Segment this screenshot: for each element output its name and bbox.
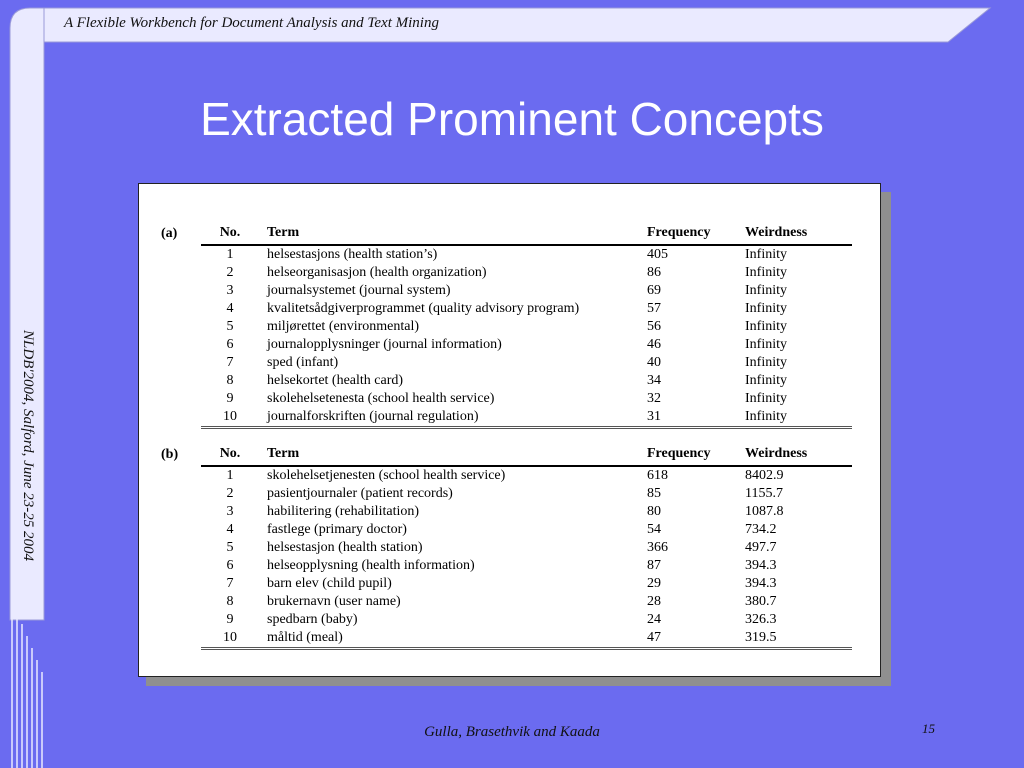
cell-no: 3 — [226, 504, 234, 519]
row-spacer — [161, 408, 201, 428]
row-spacer — [161, 593, 201, 611]
cell-no: 2 — [226, 486, 234, 501]
cell-frequency: 31 — [644, 408, 743, 428]
table-row — [161, 408, 852, 428]
table-row — [161, 300, 852, 318]
table-row — [161, 336, 852, 354]
cell-no: 10 — [201, 408, 259, 428]
cell-term: skolehelsetjenesten (school health service) — [267, 468, 506, 483]
cell-term: habilitering (rehabilitation) — [267, 504, 420, 519]
cell-frequency: 34 — [647, 373, 661, 388]
cell-term: skolehelsetenesta (school health service) — [267, 391, 495, 406]
cell-frequency: 29 — [647, 576, 661, 591]
cell-no: 4 — [226, 301, 234, 316]
cell-weirdness: Infinity — [745, 265, 787, 280]
cell-term: kvalitetsådgiverprogrammet (quality advisory program) — [267, 301, 580, 316]
table-row — [161, 629, 852, 649]
cell-frequency: 28 — [647, 594, 661, 609]
row-spacer — [161, 372, 201, 390]
table-row — [161, 611, 852, 629]
cell-frequency: 24 — [647, 612, 661, 627]
cell-frequency: 86 — [647, 265, 661, 280]
cell-weirdness: Infinity — [745, 391, 787, 406]
row-spacer — [161, 557, 201, 575]
cell-term: barn elev (child pupil) — [267, 576, 392, 591]
cell-frequency: 405 — [647, 247, 668, 262]
cell-frequency: 85 — [647, 486, 661, 501]
table-label: (b) — [161, 446, 179, 462]
cell-weirdness: 1155.7 — [745, 486, 783, 501]
cell-term: pasientjournaler (patient records) — [267, 486, 453, 501]
cell-no: 3 — [226, 283, 234, 298]
row-spacer — [161, 485, 201, 503]
table-row — [161, 503, 852, 521]
cell-no: 6 — [226, 558, 234, 573]
cell-term: helseopplysning (health information) — [267, 558, 475, 573]
column-header-frequency: Frequency — [644, 222, 743, 245]
cell-term: helsestasjons (health station’s) — [267, 247, 438, 262]
row-spacer — [161, 264, 201, 282]
cell-term: journalforskriften (journal regulation) — [259, 408, 644, 428]
row-spacer — [161, 503, 201, 521]
table-row — [161, 245, 852, 264]
cell-weirdness: Infinity — [743, 408, 852, 428]
cell-term: journalsystemet (journal system) — [267, 283, 451, 298]
cell-frequency: 80 — [647, 504, 661, 519]
row-spacer — [161, 539, 201, 557]
cell-term: spedbarn (baby) — [267, 612, 358, 627]
column-header-no: No. — [201, 222, 259, 245]
cell-weirdness: Infinity — [745, 247, 787, 262]
table-row — [161, 282, 852, 300]
cell-no: 4 — [226, 522, 234, 537]
cell-no: 10 — [201, 629, 259, 649]
table-label: (a) — [161, 225, 178, 241]
table-row — [161, 466, 852, 485]
cell-frequency: 40 — [647, 355, 661, 370]
cell-weirdness: 394.3 — [745, 576, 777, 591]
cell-weirdness: Infinity — [745, 283, 787, 298]
cell-no: 8 — [226, 373, 234, 388]
cell-weirdness: 326.3 — [745, 612, 777, 627]
cell-weirdness: Infinity — [745, 301, 787, 316]
sidebar-title — [8, 330, 38, 620]
column-header-term: Term — [259, 443, 644, 466]
footer-authors: Gulla, Brasethvik and Kaada — [424, 724, 600, 740]
table-row — [161, 539, 852, 557]
sidebar-title-text: NLDB'2004, Salford, June 23-25 2004 — [20, 330, 36, 561]
cell-weirdness: 497.7 — [745, 540, 777, 555]
column-header-frequency: Frequency — [644, 443, 743, 466]
cell-term: helseorganisasjon (health organization) — [267, 265, 487, 280]
cell-frequency: 366 — [647, 540, 668, 555]
table-row — [161, 485, 852, 503]
cell-term: fastlege (primary doctor) — [267, 522, 407, 537]
cell-frequency: 69 — [647, 283, 661, 298]
slide-title: Extracted Prominent Concepts — [200, 93, 824, 145]
table-header-row — [161, 443, 852, 466]
cell-term: journalopplysninger (journal information) — [267, 337, 502, 352]
cell-no: 5 — [226, 540, 234, 555]
cell-no: 1 — [226, 247, 234, 262]
row-spacer — [161, 629, 201, 649]
cell-weirdness: 380.7 — [745, 594, 777, 609]
cell-frequency: 54 — [647, 522, 661, 537]
table-row — [161, 264, 852, 282]
row-spacer — [161, 318, 201, 336]
row-spacer — [161, 354, 201, 372]
row-spacer — [161, 336, 201, 354]
cell-frequency: 46 — [647, 337, 661, 352]
cell-weirdness: Infinity — [745, 355, 787, 370]
cell-no: 2 — [226, 265, 234, 280]
table-row — [161, 390, 852, 408]
table-row — [161, 575, 852, 593]
cell-term: helsekortet (health card) — [267, 373, 404, 388]
cell-frequency: 47 — [644, 629, 743, 649]
row-spacer — [161, 611, 201, 629]
row-spacer — [161, 521, 201, 539]
cell-no: 6 — [226, 337, 234, 352]
cell-weirdness: 319.5 — [743, 629, 852, 649]
table-row — [161, 521, 852, 539]
cell-weirdness: Infinity — [745, 319, 787, 334]
concept-table-a — [161, 222, 852, 429]
row-spacer — [161, 300, 201, 318]
cell-frequency: 56 — [647, 319, 661, 334]
row-spacer — [161, 390, 201, 408]
cell-no: 9 — [226, 612, 234, 627]
cell-no: 8 — [226, 594, 234, 609]
column-header-no: No. — [201, 443, 259, 466]
cell-frequency: 57 — [647, 301, 661, 316]
cell-no: 5 — [226, 319, 234, 334]
cell-weirdness: 8402.9 — [745, 468, 784, 483]
cell-frequency: 618 — [647, 468, 668, 483]
cell-no: 7 — [226, 576, 234, 591]
table-row — [161, 354, 852, 372]
cell-weirdness: 394.3 — [745, 558, 777, 573]
cell-weirdness: Infinity — [745, 337, 787, 352]
cell-weirdness: Infinity — [745, 373, 787, 388]
cell-no: 1 — [226, 468, 234, 483]
column-header-weirdness: Weirdness — [743, 443, 852, 466]
table-row — [161, 557, 852, 575]
row-spacer — [161, 466, 201, 485]
concept-table-b — [161, 443, 852, 650]
cell-no: 9 — [226, 391, 234, 406]
page-number: 15 — [922, 721, 935, 736]
cell-frequency: 32 — [647, 391, 661, 406]
cell-term: måltid (meal) — [259, 629, 644, 649]
cell-term: helsestasjon (health station) — [267, 540, 423, 555]
row-spacer — [161, 282, 201, 300]
table-row — [161, 372, 852, 390]
cell-no: 7 — [226, 355, 234, 370]
cell-frequency: 87 — [647, 558, 661, 573]
cell-term: brukernavn (user name) — [267, 594, 401, 609]
cell-weirdness: 734.2 — [745, 522, 777, 537]
row-spacer — [161, 575, 201, 593]
row-spacer — [161, 245, 201, 264]
cell-term: miljørettet (environmental) — [267, 319, 420, 334]
column-header-term: Term — [259, 222, 644, 245]
cell-weirdness: 1087.8 — [745, 504, 784, 519]
header-title: A Flexible Workbench for Document Analysis and Text Mining — [64, 15, 439, 31]
table-header-row — [161, 222, 852, 245]
table-row — [161, 318, 852, 336]
column-header-weirdness: Weirdness — [743, 222, 852, 245]
cell-term: sped (infant) — [267, 355, 339, 370]
table-row — [161, 593, 852, 611]
